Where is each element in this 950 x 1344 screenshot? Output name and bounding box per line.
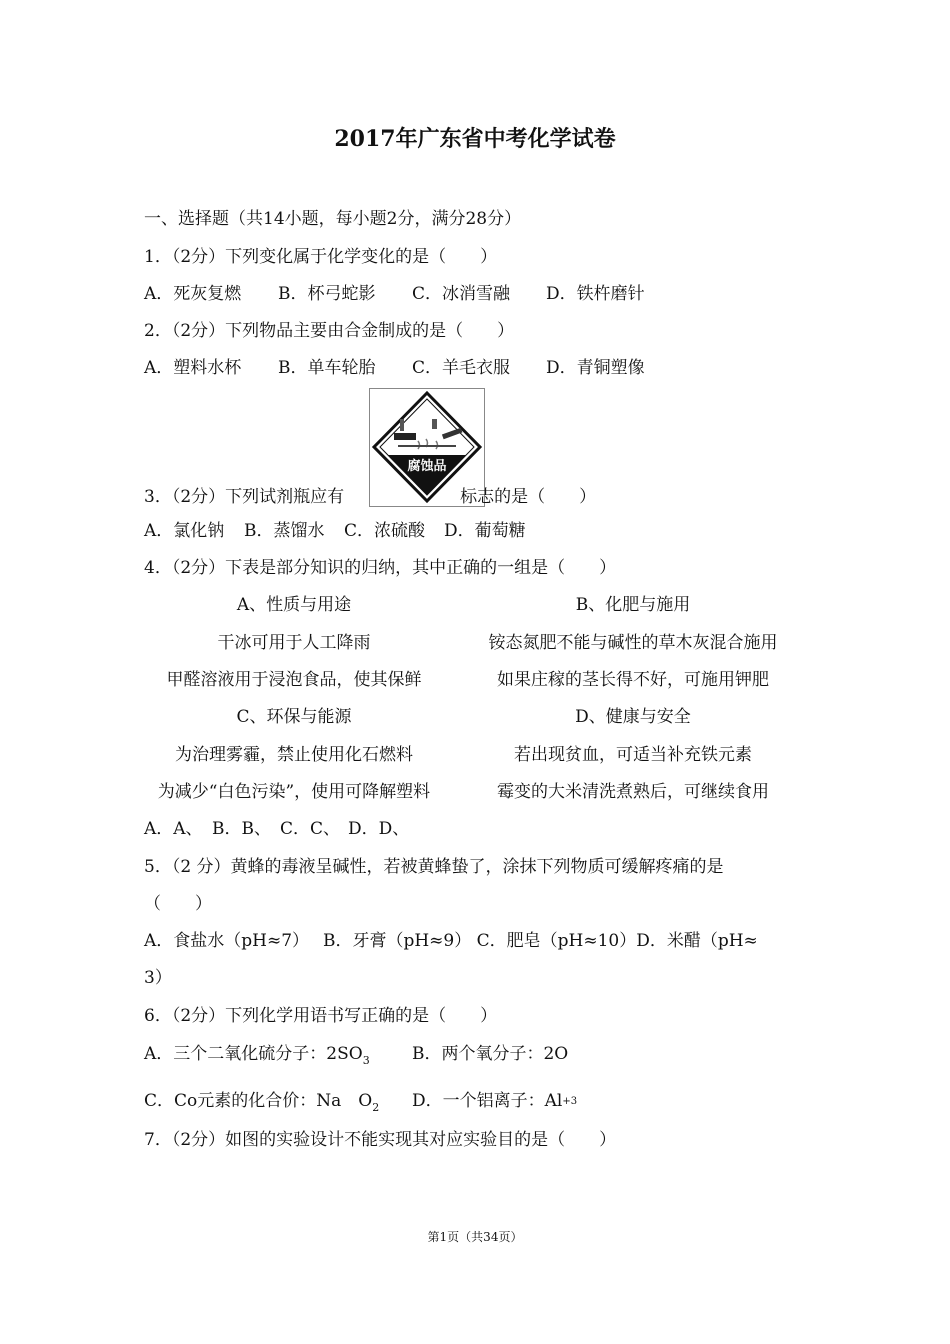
option-c-subscript: 2: [372, 1101, 380, 1114]
sign-label: 腐蚀品: [407, 459, 447, 474]
question-3-stem-before: 3．（2分）下列试剂瓶应有: [144, 487, 345, 507]
option-c: C．羊毛衣服: [412, 358, 511, 378]
option-a: A．氯化钠: [144, 521, 225, 541]
option-d: D．铁杵磨针: [546, 284, 645, 304]
table-c-row-1: 为治理雾霾，禁止使用化石燃料: [175, 745, 413, 765]
option-a: A．A、: [144, 819, 203, 839]
option-d: D．葡萄糖: [444, 521, 526, 541]
page-footer: 第1页（共34页）: [427, 1230, 523, 1244]
option-d: [412, 1090, 577, 1113]
option-d: D．青铜塑像: [546, 358, 645, 378]
question-6-options-ab: [144, 1043, 568, 1072]
table-d-heading: D、健康与安全: [575, 707, 691, 727]
question-3-stem-after: 标志的是（ ）: [460, 487, 597, 507]
question-5-stem: 5．（2 分）黄蜂的毒液呈碱性，若被黄蜂蛰了，涂抹下列物质可缓解疼痛的是: [144, 857, 724, 877]
page-title: 2017年广东省中考化学试卷: [334, 126, 616, 152]
table-b-row-2: 如果庄稼的茎长得不好，可施用钾肥: [497, 670, 769, 690]
option-b: B．杯弓蛇影: [278, 284, 376, 304]
question-3-stem: [144, 486, 596, 508]
question-4-options: [144, 818, 409, 840]
question-5-stem-cont: （ ）: [144, 894, 212, 914]
question-5-options-cont: 3）: [144, 968, 172, 988]
table-a-heading: A、性质与用途: [236, 595, 352, 615]
option-c: C．C、: [280, 819, 341, 839]
question-2-options: [144, 357, 645, 379]
question-6-stem: 6．（2分）下列化学用语书写正确的是（ ）: [144, 1006, 498, 1026]
option-d-superscript: +3: [562, 1096, 578, 1107]
table-b-row-1: 铵态氮肥不能与碱性的草木灰混合施用: [488, 633, 778, 653]
option-d-text: D．一个铝离子：Al: [412, 1091, 563, 1111]
option-c-text: C．Co元素的化合价：Na O: [144, 1091, 373, 1111]
table-a-row-2: 甲醛溶液用于浸泡食品，使其保鲜: [166, 670, 422, 690]
option-d: D．D、: [348, 819, 410, 839]
option-b: B．两个氧分子：2O: [412, 1044, 569, 1064]
option-c: C．浓硫酸: [344, 521, 426, 541]
table-d-row-1: 若出现贫血，可适当补充铁元素: [514, 745, 752, 765]
question-3-options: [144, 520, 526, 542]
table-a-row-1: 干冰可用于人工降雨: [217, 633, 371, 653]
option-b: B．单车轮胎: [278, 358, 376, 378]
question-1-stem: 1．（2分）下列变化属于化学变化的是（ ）: [144, 247, 498, 267]
option-a-text: A．三个二氧化硫分子：2SO: [144, 1044, 363, 1064]
option-a: A．死灰复燃: [144, 284, 242, 304]
table-c-heading: C、环保与能源: [236, 707, 352, 727]
question-4-stem: 4．（2分）下表是部分知识的归纳，其中正确的一组是（ ）: [144, 558, 617, 578]
option-a: A．塑料水杯: [144, 358, 242, 378]
question-5-options: A．食盐水（pH≈7） B．牙膏（pH≈9） C．肥皂（pH≈10）D．米醋（pH≈: [144, 931, 758, 951]
table-c-row-2: 为减少“白色污染”，使用可降解塑料: [157, 782, 431, 802]
table-d-row-2: 霉变的大米清洗煮熟后，可继续食用: [497, 782, 769, 802]
option-b: B．B、: [212, 819, 271, 839]
option-c: [144, 1090, 412, 1119]
question-1-options: [144, 283, 645, 305]
question-2-stem: 2．（2分）下列物品主要由合金制成的是（ ）: [144, 321, 515, 341]
option-b: B．蒸馏水: [244, 521, 325, 541]
question-6-options-cd: [144, 1090, 577, 1119]
option-a-subscript: 3: [362, 1054, 370, 1067]
option-c: C．冰消雪融: [412, 284, 511, 304]
option-a: [144, 1043, 412, 1072]
table-b-heading: B、化肥与施用: [575, 595, 691, 615]
question-7-stem: 7．（2分）如图的实验设计不能实现其对应实验目的是（ ）: [144, 1130, 617, 1150]
section-heading: 一、选择题（共14小题，每小题2分，满分28分）: [144, 209, 522, 229]
